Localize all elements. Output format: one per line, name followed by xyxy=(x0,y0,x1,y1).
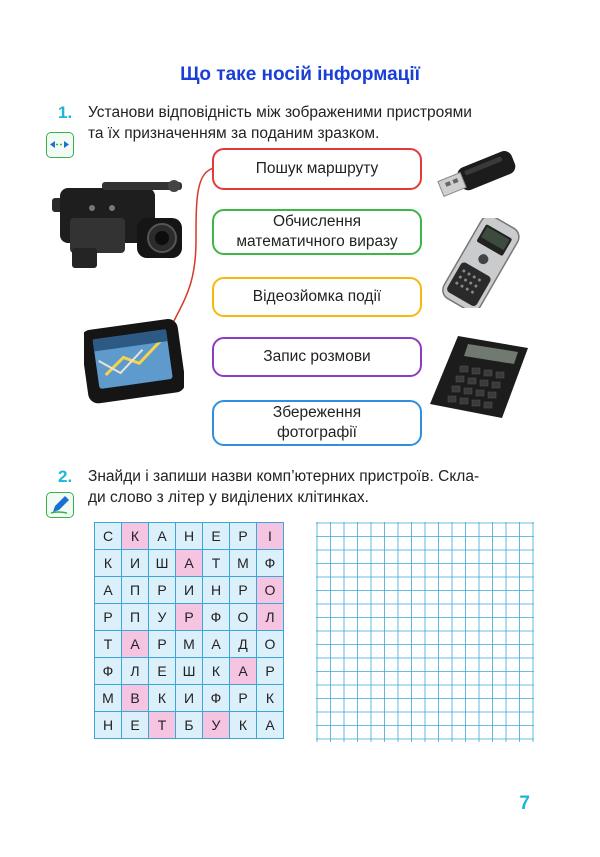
grid-cell: Т xyxy=(203,550,230,577)
task2-text-line1: Знайди і запиши назви комп’ютерних пристроїв. Скла- xyxy=(88,468,480,485)
grid-cell: Р xyxy=(149,631,176,658)
grid-cell: Ф xyxy=(203,685,230,712)
grid-row xyxy=(95,577,284,604)
grid-cell: Л xyxy=(122,658,149,685)
label-calculation[interactable] xyxy=(212,209,422,255)
label-text-line1: Збереження xyxy=(272,404,362,421)
grid-cell: Р xyxy=(149,577,176,604)
grid-cell: А xyxy=(95,577,122,604)
usb-flash-drive-icon xyxy=(436,146,521,201)
grid-cell: Ш xyxy=(176,658,203,685)
grid-cell: Е xyxy=(149,658,176,685)
grid-cell: А xyxy=(149,523,176,550)
grid-cell: Е xyxy=(122,712,149,739)
grid-cell: Ф xyxy=(257,550,284,577)
voice-recorder-icon xyxy=(430,218,530,308)
video-camera-icon xyxy=(42,168,192,278)
grid-cell: І xyxy=(257,523,284,550)
grid-cell: Т xyxy=(95,631,122,658)
grid-cell: Н xyxy=(203,577,230,604)
grid-cell: М xyxy=(95,685,122,712)
task1-text-line2: та їх призначенням за поданим зразком. xyxy=(88,125,380,142)
grid-cell: А xyxy=(176,550,203,577)
calculator-icon xyxy=(428,330,530,420)
grid-cell: Р xyxy=(230,685,257,712)
task2-text-line2: ди слово з літер у виділених клітинках. xyxy=(88,489,369,506)
label-route-search[interactable] xyxy=(212,148,422,190)
grid-cell: Т xyxy=(149,712,176,739)
task2-number: 2. xyxy=(58,467,73,486)
answer-grid[interactable] xyxy=(316,522,534,744)
grid-cell: Р xyxy=(230,523,257,550)
grid-cell: Р xyxy=(230,577,257,604)
grid-cell: У xyxy=(149,604,176,631)
grid-cell: Р xyxy=(176,604,203,631)
grid-cell: А xyxy=(122,631,149,658)
grid-row xyxy=(95,685,284,712)
grid-cell: О xyxy=(257,631,284,658)
grid-row xyxy=(95,712,284,739)
task1-number: 1. xyxy=(58,103,73,122)
page-title: Що таке носій інформації xyxy=(180,64,420,85)
grid-cell: П xyxy=(122,577,149,604)
grid-cell: Д xyxy=(230,631,257,658)
grid-cell: А xyxy=(203,631,230,658)
task1-text-line1: Установи відповідність між зображеними пристроями xyxy=(88,104,472,121)
label-text: Відеозйомка події xyxy=(252,288,382,305)
page-number: 7 xyxy=(519,793,530,814)
label-text: Запис розмови xyxy=(263,348,371,365)
grid-row xyxy=(95,631,284,658)
grid-cell: Р xyxy=(257,658,284,685)
grid-row xyxy=(95,523,284,550)
grid-cell: О xyxy=(230,604,257,631)
grid-cell: Л xyxy=(257,604,284,631)
grid-cell: К xyxy=(230,712,257,739)
grid-cell: Е xyxy=(203,523,230,550)
label-text: Пошук маршруту xyxy=(255,160,379,177)
gps-navigator-icon xyxy=(84,316,184,406)
grid-cell: И xyxy=(176,577,203,604)
grid-cell: А xyxy=(230,658,257,685)
grid-cell: А xyxy=(257,712,284,739)
grid-row xyxy=(95,658,284,685)
label-text-line2: математичного виразу xyxy=(236,233,398,250)
grid-cell: М xyxy=(230,550,257,577)
label-text-line1: Обчислення xyxy=(272,213,362,230)
grid-cell: К xyxy=(95,550,122,577)
grid-cell: О xyxy=(257,577,284,604)
grid-cell: К xyxy=(257,685,284,712)
grid-cell: К xyxy=(122,523,149,550)
label-text-line2: фотографії xyxy=(277,424,357,441)
pen-write-icon xyxy=(46,492,74,518)
label-voice-recording[interactable] xyxy=(212,337,422,377)
grid-cell: К xyxy=(149,685,176,712)
grid-cell: И xyxy=(122,550,149,577)
grid-cell: С xyxy=(95,523,122,550)
grid-cell: В xyxy=(122,685,149,712)
grid-cell: М xyxy=(176,631,203,658)
grid-cell: Ф xyxy=(95,658,122,685)
label-video-recording[interactable] xyxy=(212,277,422,317)
grid-cell: И xyxy=(176,685,203,712)
letter-grid xyxy=(94,522,284,739)
grid-cell: Р xyxy=(95,604,122,631)
grid-cell: Ф xyxy=(203,604,230,631)
label-photo-storage[interactable] xyxy=(212,400,422,446)
grid-cell: Б xyxy=(176,712,203,739)
grid-cell: Н xyxy=(176,523,203,550)
grid-cell: Н xyxy=(95,712,122,739)
grid-cell: П xyxy=(122,604,149,631)
grid-cell: Ш xyxy=(149,550,176,577)
task2-text xyxy=(88,466,558,508)
grid-cell: К xyxy=(203,658,230,685)
grid-cell: У xyxy=(203,712,230,739)
grid-row xyxy=(95,550,284,577)
grid-row xyxy=(95,604,284,631)
